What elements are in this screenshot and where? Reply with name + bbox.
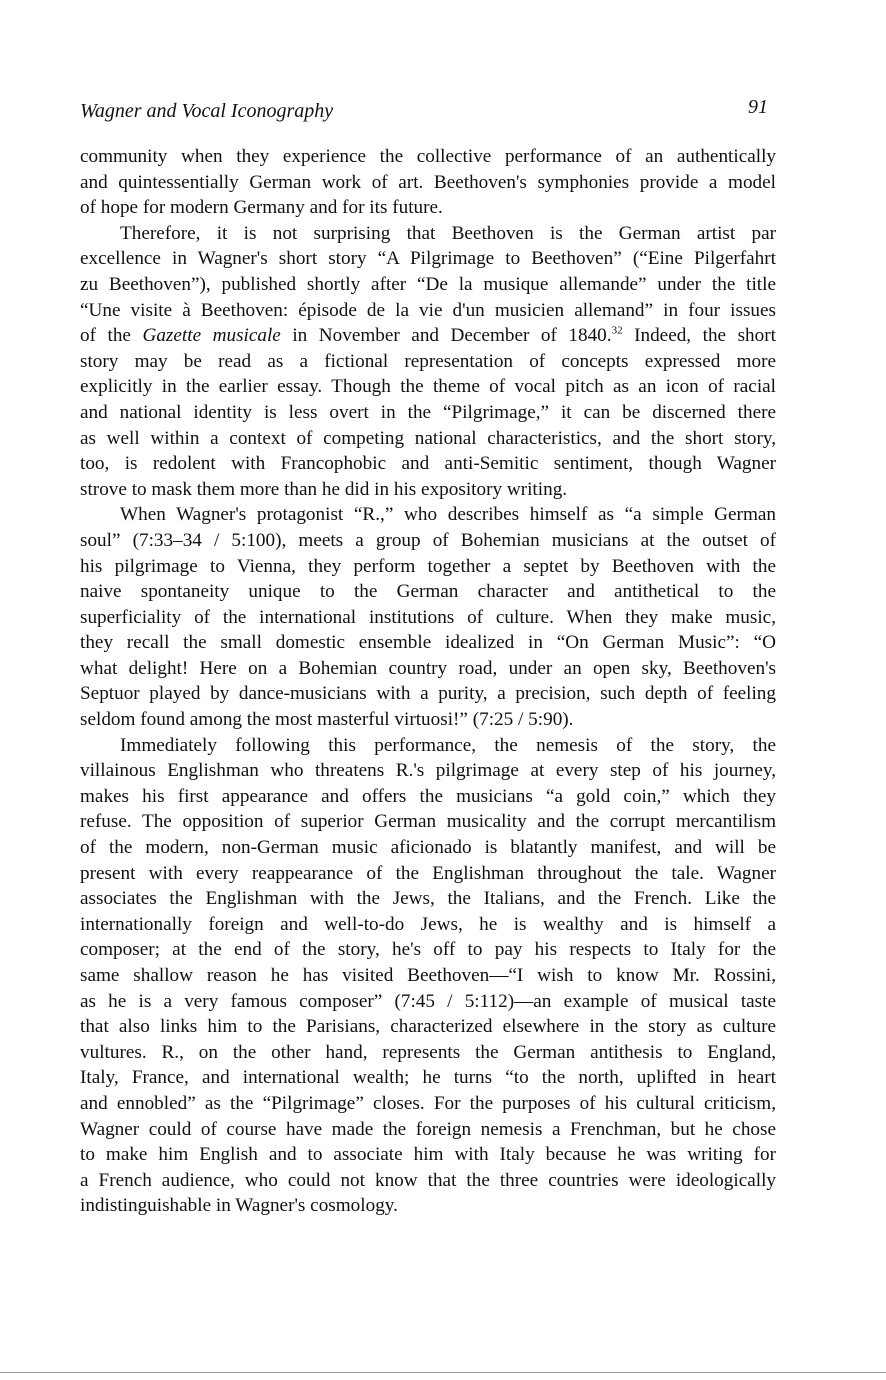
- text-line: community when they experience the collective performance of an authentically: [80, 146, 776, 167]
- running-title: Wagner and Vocal Iconography: [80, 100, 334, 122]
- text-line: composer; at the end of the story, he's off to pay his respects to Italy for the: [80, 939, 776, 961]
- text-line: and national identity is less overt in the “Pilgrimage,” it can be discerned there: [80, 401, 776, 423]
- text-line: excellence in Wagner's short story “A Pilgrimage to Beethoven” (“Eine Pilgerfahrt: [80, 248, 776, 270]
- scan-edge-line: [0, 1372, 886, 1373]
- text-line: associates the Englishman with the Jews, the Italians, and the French. Like the: [80, 888, 776, 910]
- text-line: and quintessentially German work of art. Beethoven's symphonies provide a model: [80, 171, 776, 193]
- text-line: what delight! Here on a Bohemian country road, under an open sky, Beethoven's: [80, 657, 776, 679]
- text-line: indistinguishable in Wagner's cosmology.: [80, 1195, 398, 1217]
- page-number: 91: [748, 96, 768, 118]
- text-line: present with every reappearance of the Englishman throughout the tale. Wagner: [80, 862, 776, 884]
- text-line: of hope for modern Germany and for its future.: [80, 197, 443, 219]
- text-line: seldom found among the most masterful virtuosi!” (7:25 / 5:90).: [80, 709, 574, 731]
- text-line: too, is redolent with Francophobic and anti-Semitic sentiment, though Wagner: [80, 453, 776, 475]
- paragraph-4: [80, 733, 776, 1219]
- text-line: story may be read as a fictional representation of concepts expressed more: [80, 350, 776, 372]
- text-line: strove to mask them more than he did in his expository writing.: [80, 478, 568, 500]
- paragraph-2: [80, 221, 776, 503]
- text-segment: of the: [80, 325, 143, 347]
- text-line: “Une visite à Beethoven: épisode de la vie d'un musicien allemand” in four issues: [80, 299, 776, 321]
- text-line: Therefore, it is not surprising that Beethoven is the German artist par: [120, 222, 776, 244]
- footnote-ref: 32: [611, 324, 623, 337]
- text-line: superficiality of the international institutions of culture. When they make music,: [80, 606, 776, 628]
- text-line: his pilgrimage to Vienna, they perform together a septet by Beethoven with the: [80, 555, 776, 577]
- text-line: naive spontaneity unique to the German character and antithetical to the: [80, 581, 776, 603]
- body-text: [80, 144, 776, 1219]
- text-line: makes his first appearance and offers the musicians “a gold coin,” which they: [80, 785, 776, 807]
- text-line: same shallow reason he has visited Beethoven—“I wish to know Mr. Rossini,: [80, 965, 776, 986]
- text-line: When Wagner's protagonist “R.,” who describes himself as “a simple German: [120, 504, 776, 526]
- text-segment: Indeed, the short: [622, 325, 776, 347]
- text-line: Wagner could of course have made the foreign nemesis a Frenchman, but he chose: [80, 1118, 776, 1140]
- text-line: Septuor played by dance-musicians with a purity, a precision, such depth of feeling: [80, 683, 776, 705]
- text-line: Immediately following this performance, the nemesis of the story, the: [120, 734, 776, 756]
- text-line: as well within a context of competing national characteristics, and the short story,: [80, 427, 776, 449]
- text-line: refuse. The opposition of superior German musicality and the corrupt mercantilism: [80, 811, 776, 833]
- paragraph-3: [80, 502, 776, 732]
- text-segment: in November and December of 1840.: [280, 325, 612, 347]
- text-line: of the modern, non-German music aficionado is blatantly manifest, and will be: [80, 837, 776, 859]
- text-line: [80, 323, 776, 349]
- text-line: to make him English and to associate him with Italy because he was writing for: [80, 1144, 776, 1166]
- text-line: Italy, France, and international wealth; he turns “to the north, uplifted in heart: [80, 1067, 776, 1089]
- text-line: zu Beethoven”), published shortly after “De la musique allemande” under the title: [80, 273, 776, 295]
- text-line: as he is a very famous composer” (7:45 / 5:112)—an example of musical taste: [80, 990, 776, 1012]
- text-line: a French audience, who could not know that the three countries were ideologically: [80, 1169, 776, 1191]
- text-line: and ennobled” as the “Pilgrimage” closes. For the purposes of his cultural criticism,: [80, 1092, 776, 1114]
- text-line: villainous Englishman who threatens R.'s pilgrimage at every step of his journey,: [80, 760, 776, 782]
- page-header: [80, 96, 768, 126]
- journal-title: Gazette musicale: [142, 325, 281, 347]
- text-line: vultures. R., on the other hand, represents the German antithesis to England,: [80, 1041, 776, 1063]
- text-line: explicitly in the earlier essay. Though the theme of vocal pitch as an icon of racial: [80, 376, 776, 398]
- text-line: that also links him to the Parisians, characterized elsewhere in the story as culture: [80, 1016, 776, 1038]
- paragraph-1: [80, 144, 776, 221]
- text-line: internationally foreign and well-to-do Jews, he is wealthy and is himself a: [80, 913, 776, 935]
- text-line: soul” (7:33–34 / 5:100), meets a group of Bohemian musicians at the outset of: [80, 529, 776, 551]
- text-line: they recall the small domestic ensemble idealized in “On German Music”: “O: [80, 632, 776, 654]
